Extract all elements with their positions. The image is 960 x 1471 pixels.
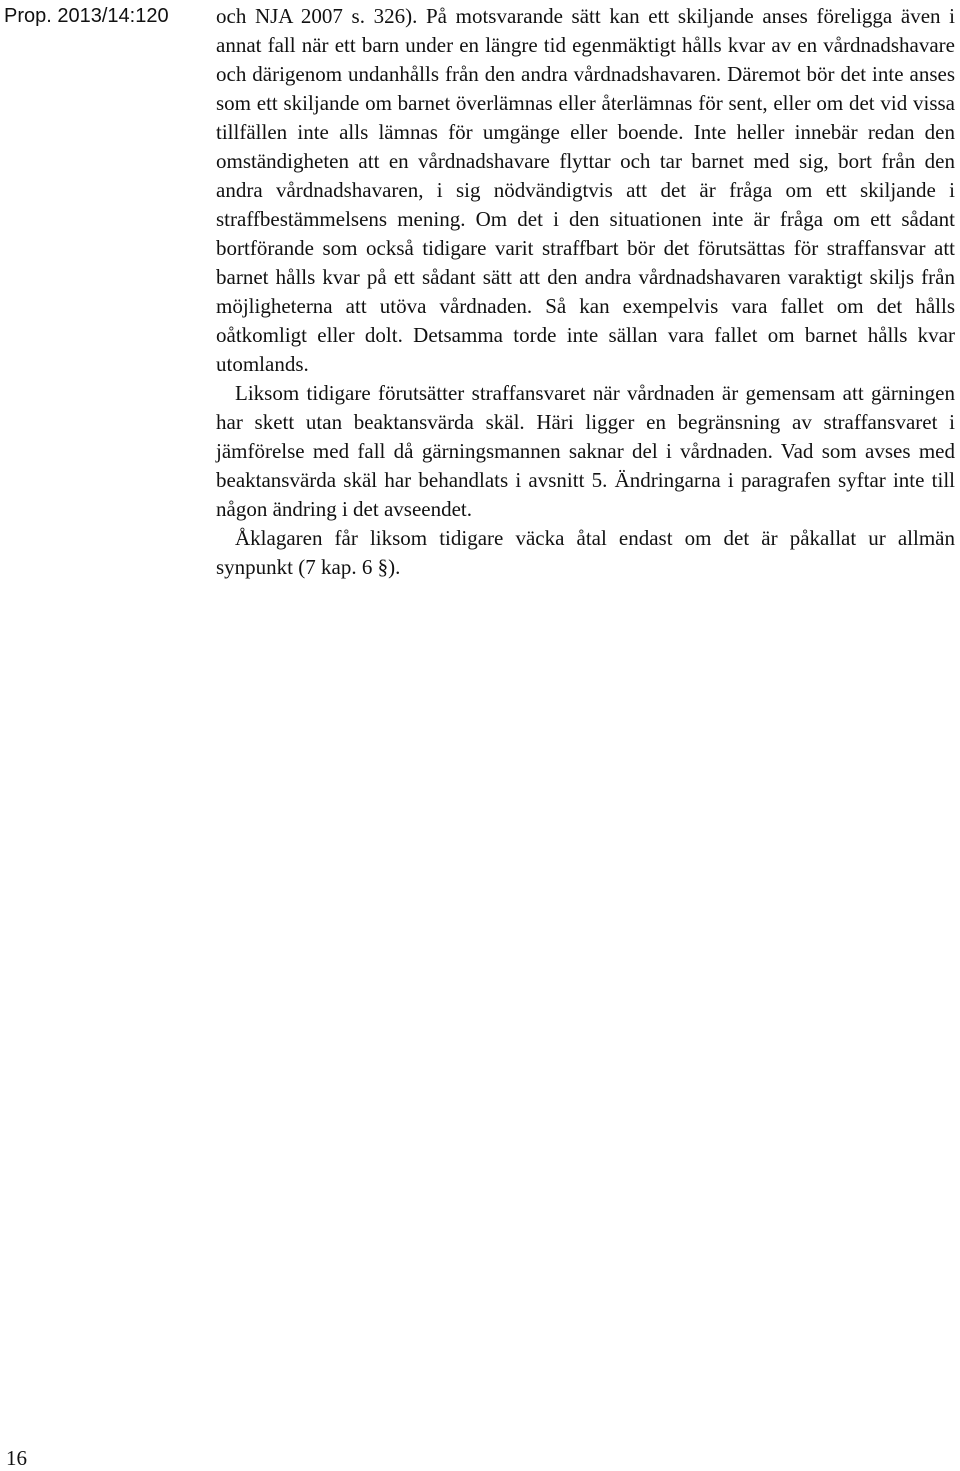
paragraph-1: och NJA 2007 s. 326). På motsvarande sätt kan ett skiljande anses föreligga även i annat fall när ett barn under en längre tid egenmäktigt hålls kvar av en vårdnadshavare och därigenom undanhålls från den andra vårdnadshavaren. Däremot bör det inte anses som ett skiljande om barnet överlämnas eller återlämnas för sent, eller om det vid vissa tillfällen inte alls lämnas för umgänge eller boende. Inte heller innebär redan den omständigheten att en vårdnadshavare flyttar och tar barnet med sig, bort från den andra vårdnadshavaren, i sig nödvändigtvis att det är fråga om ett skiljande i straffbestämmelsens mening. Om det i den situationen inte är fråga om ett sådant bortförande som också tidigare varit straffbart bör det förutsättas för straffansvar att barnet hålls kvar på ett sådant sätt att den andra vårdnadshavaren varaktigt skiljs från möjligheterna att utöva vårdnaden. Så kan exempelvis vara fallet om det hålls oåtkomligt eller dolt. Detsamma torde inte sällan vara fallet om barnet hålls kvar utomlands. bbox=[216, 4, 955, 376]
body-text bbox=[216, 2, 955, 582]
page-number: 16 bbox=[6, 1446, 27, 1470]
paragraph-3: Åklagaren får liksom tidigare väcka åtal endast om det är påkallat ur allmän synpunkt (7 kap. 6 §). bbox=[216, 526, 955, 579]
document-reference: Prop. 2013/14:120 bbox=[4, 5, 169, 27]
paragraph-2: Liksom tidigare förutsätter straffansvaret när vårdnaden är gemensam att gärningen har skett utan beaktansvärda skäl. Häri ligger en begränsning av straffansvaret i jämförelse med fall då gärningsmannen saknar del i vårdnaden. Vad som avses med beaktansvärda skäl har behandlats i avsnitt 5. Ändringarna i paragrafen syftar inte till någon ändring i det avseendet. bbox=[216, 381, 955, 521]
